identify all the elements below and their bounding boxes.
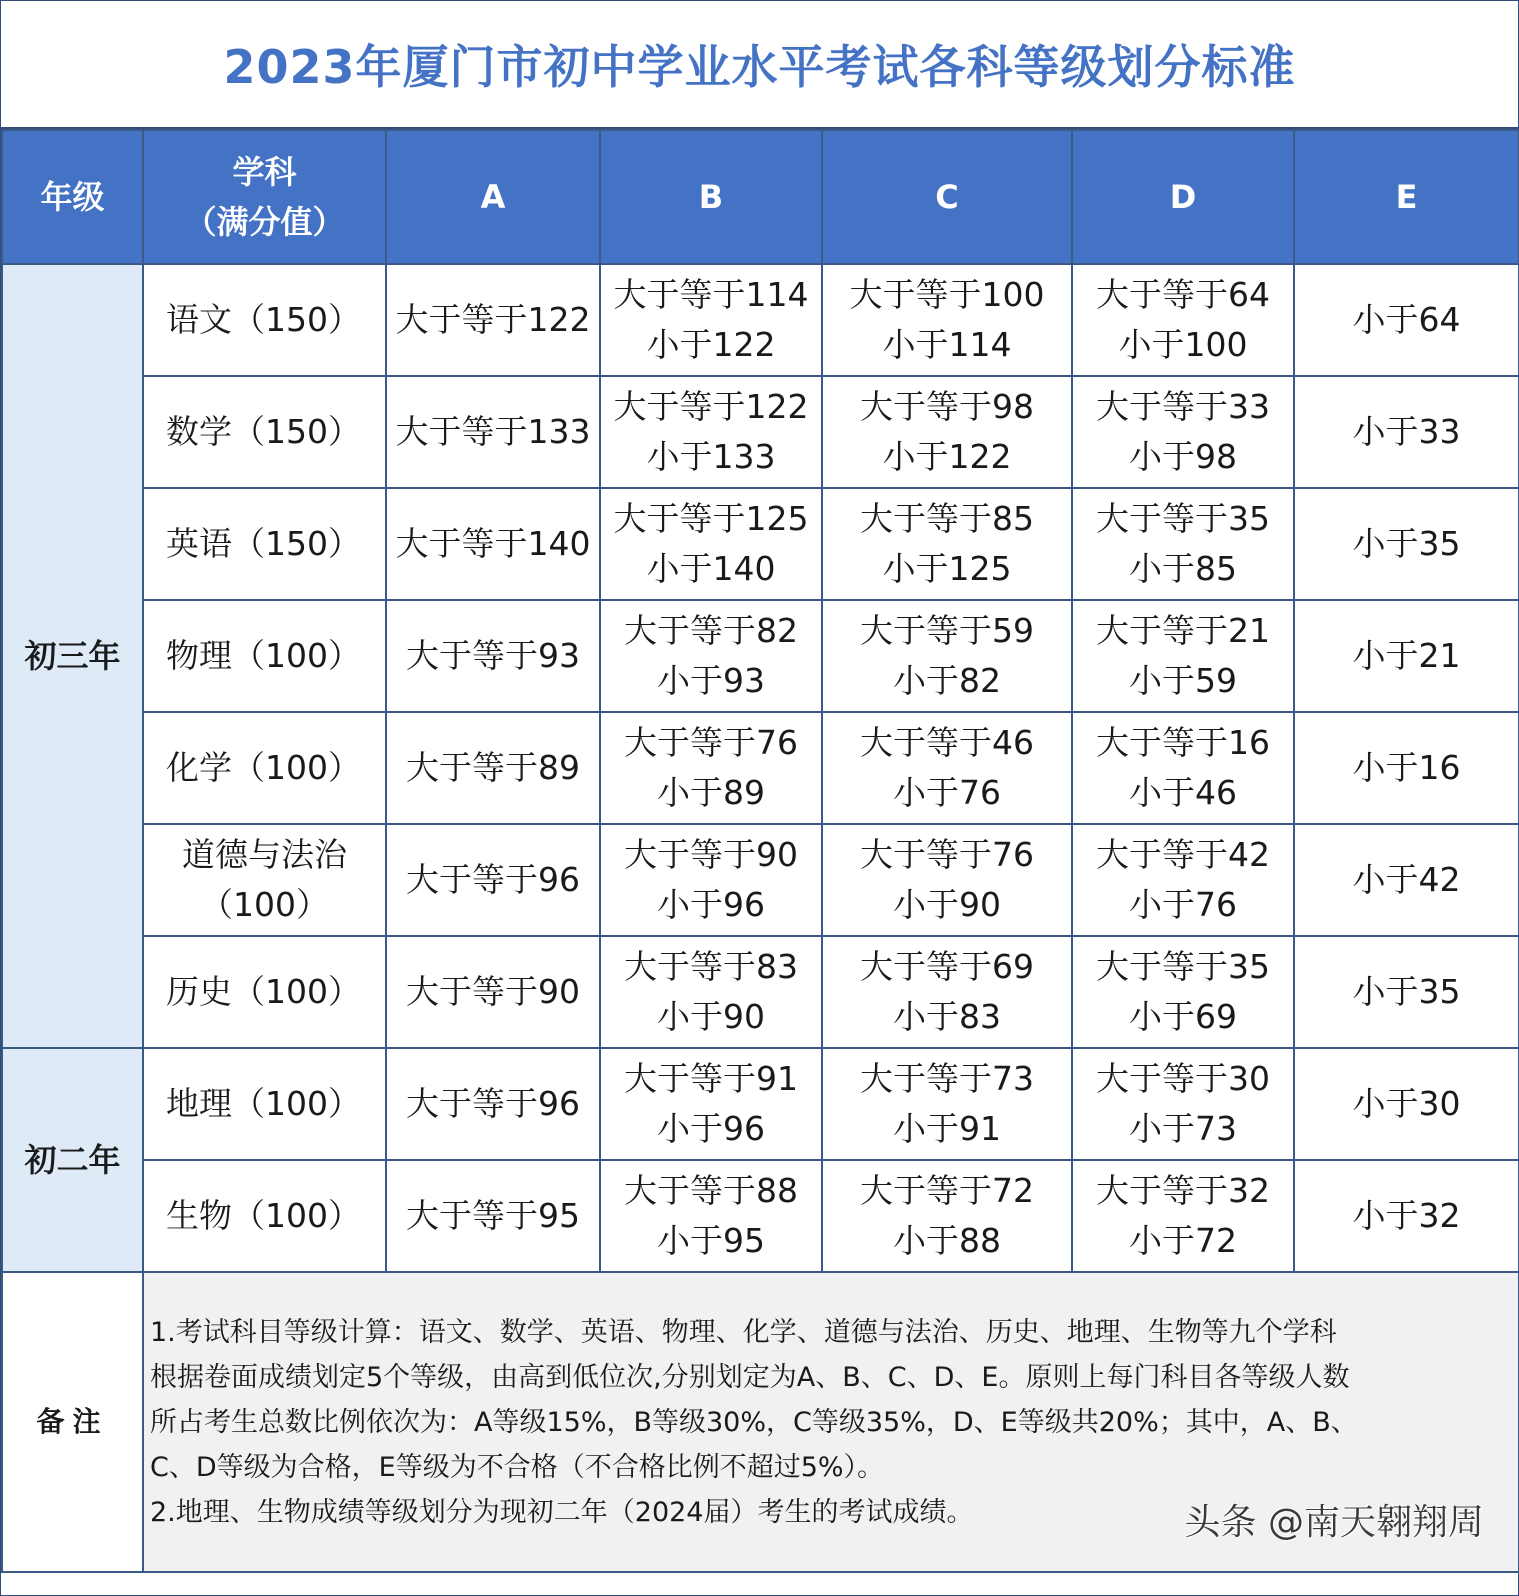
level-d-cell bbox=[1072, 712, 1294, 824]
level-d-min: 大于等于42 bbox=[1096, 835, 1270, 874]
subject-cell bbox=[143, 824, 386, 936]
level-d-cell bbox=[1072, 264, 1294, 376]
level-b-min: 大于等于125 bbox=[613, 499, 809, 538]
note-line: 2.地理、生物成绩等级划分为现初二年（2024届）考生的考试成绩。 bbox=[150, 1496, 974, 1528]
level-e-cell: 小于16 bbox=[1294, 712, 1519, 824]
level-c-max: 小于83 bbox=[893, 997, 1001, 1036]
level-b-cell bbox=[600, 600, 822, 712]
level-c-cell bbox=[822, 936, 1072, 1048]
level-b-max: 小于95 bbox=[657, 1221, 765, 1260]
header-level-d: D bbox=[1072, 130, 1294, 264]
level-d-cell bbox=[1072, 600, 1294, 712]
level-c-cell bbox=[822, 824, 1072, 936]
level-d-max: 小于76 bbox=[1129, 885, 1237, 924]
subject-cell: 语文（150） bbox=[143, 264, 386, 376]
level-a-cell: 大于等于96 bbox=[386, 1048, 600, 1160]
level-b-min: 大于等于76 bbox=[624, 723, 798, 762]
level-b-max: 小于122 bbox=[646, 325, 776, 364]
level-b-max: 小于96 bbox=[657, 885, 765, 924]
level-b-min: 大于等于91 bbox=[624, 1059, 798, 1098]
level-d-max: 小于46 bbox=[1129, 773, 1237, 812]
level-b-max: 小于133 bbox=[646, 437, 776, 476]
level-a-cell: 大于等于95 bbox=[386, 1160, 600, 1272]
header-subject-line1: 学科 bbox=[232, 153, 297, 191]
level-b-min: 大于等于83 bbox=[624, 947, 798, 986]
level-e-cell: 小于21 bbox=[1294, 600, 1519, 712]
level-b-max: 小于140 bbox=[646, 549, 776, 588]
level-a-cell: 大于等于93 bbox=[386, 600, 600, 712]
level-d-max: 小于100 bbox=[1118, 325, 1248, 364]
level-d-max: 小于59 bbox=[1129, 661, 1237, 700]
level-c-max: 小于88 bbox=[893, 1221, 1001, 1260]
level-d-max: 小于72 bbox=[1129, 1221, 1237, 1260]
page-title: 2023年厦门市初中学业水平考试各科等级划分标准 bbox=[1, 1, 1518, 129]
level-e-cell: 小于32 bbox=[1294, 1160, 1519, 1272]
level-c-cell bbox=[822, 488, 1072, 600]
level-a-cell: 大于等于89 bbox=[386, 712, 600, 824]
level-c-min: 大于等于98 bbox=[860, 387, 1034, 426]
header-level-e: E bbox=[1294, 130, 1519, 264]
level-b-max: 小于89 bbox=[657, 773, 765, 812]
header-grade: 年级 bbox=[2, 130, 143, 264]
level-d-max: 小于98 bbox=[1129, 437, 1237, 476]
grade-label-grade9: 初三年 bbox=[2, 264, 143, 1048]
table-row bbox=[2, 264, 1519, 376]
level-c-min: 大于等于72 bbox=[860, 1171, 1034, 1210]
level-d-max: 小于73 bbox=[1129, 1109, 1237, 1148]
level-e-cell: 小于30 bbox=[1294, 1048, 1519, 1160]
level-b-cell bbox=[600, 936, 822, 1048]
level-c-min: 大于等于69 bbox=[860, 947, 1034, 986]
level-d-max: 小于85 bbox=[1129, 549, 1237, 588]
note-line: 根据卷面成绩划定5个等级，由高到低位次,分别划定为A、B、C、D、E。原则上每门科目各等级人数 bbox=[150, 1361, 1350, 1393]
note-line: C、D等级为合格，E等级为不合格（不合格比例不超过5%）。 bbox=[150, 1451, 885, 1483]
table-row bbox=[2, 376, 1519, 488]
level-c-cell bbox=[822, 1048, 1072, 1160]
level-c-max: 小于91 bbox=[893, 1109, 1001, 1148]
header-subject-line2: （满分值） bbox=[184, 203, 345, 241]
level-c-max: 小于76 bbox=[893, 773, 1001, 812]
level-c-max: 小于122 bbox=[882, 437, 1012, 476]
table-row bbox=[2, 712, 1519, 824]
table-row bbox=[2, 1048, 1519, 1160]
level-c-cell bbox=[822, 1160, 1072, 1272]
watermark: 头条 @南天翱翔周 bbox=[1184, 1502, 1484, 1543]
level-b-max: 小于93 bbox=[657, 661, 765, 700]
header-level-b: B bbox=[600, 130, 822, 264]
level-b-cell bbox=[600, 488, 822, 600]
level-d-cell bbox=[1072, 824, 1294, 936]
level-d-min: 大于等于35 bbox=[1096, 947, 1270, 986]
grading-table bbox=[1, 129, 1519, 1573]
level-c-max: 小于125 bbox=[882, 549, 1012, 588]
level-b-cell bbox=[600, 1160, 822, 1272]
subject-cell: 历史（100） bbox=[143, 936, 386, 1048]
subject-name: 道德与法治 bbox=[182, 835, 347, 874]
level-c-min: 大于等于85 bbox=[860, 499, 1034, 538]
level-c-cell bbox=[822, 600, 1072, 712]
level-c-min: 大于等于59 bbox=[860, 611, 1034, 650]
level-c-cell bbox=[822, 376, 1072, 488]
level-d-cell bbox=[1072, 376, 1294, 488]
level-a-cell: 大于等于90 bbox=[386, 936, 600, 1048]
level-b-cell bbox=[600, 1048, 822, 1160]
level-c-min: 大于等于73 bbox=[860, 1059, 1034, 1098]
level-d-min: 大于等于30 bbox=[1096, 1059, 1270, 1098]
level-d-min: 大于等于16 bbox=[1096, 723, 1270, 762]
header-level-a: A bbox=[386, 130, 600, 264]
subject-cell: 物理（100） bbox=[143, 600, 386, 712]
level-b-cell bbox=[600, 712, 822, 824]
table-row bbox=[2, 936, 1519, 1048]
subject-cell: 数学（150） bbox=[143, 376, 386, 488]
level-d-min: 大于等于32 bbox=[1096, 1171, 1270, 1210]
table-row bbox=[2, 600, 1519, 712]
level-d-min: 大于等于33 bbox=[1096, 387, 1270, 426]
level-d-cell bbox=[1072, 488, 1294, 600]
level-c-min: 大于等于100 bbox=[849, 275, 1045, 314]
table-row bbox=[2, 488, 1519, 600]
level-d-min: 大于等于64 bbox=[1096, 275, 1270, 314]
level-c-max: 小于90 bbox=[893, 885, 1001, 924]
subject-cell: 英语（150） bbox=[143, 488, 386, 600]
level-b-max: 小于96 bbox=[657, 1109, 765, 1148]
note-line: 所占考生总数比例依次为：A等级15%，B等级30%，C等级35%，D、E等级共20%；其中，A、B、 bbox=[150, 1406, 1358, 1438]
table-row bbox=[2, 824, 1519, 936]
level-a-cell: 大于等于140 bbox=[386, 488, 600, 600]
header-subject bbox=[143, 130, 386, 264]
level-b-min: 大于等于122 bbox=[613, 387, 809, 426]
subject-cell: 生物（100） bbox=[143, 1160, 386, 1272]
level-d-min: 大于等于21 bbox=[1096, 611, 1270, 650]
grade-label-grade8: 初二年 bbox=[2, 1048, 143, 1272]
level-b-cell bbox=[600, 376, 822, 488]
level-d-cell bbox=[1072, 936, 1294, 1048]
notes-body bbox=[143, 1272, 1519, 1572]
level-e-cell: 小于64 bbox=[1294, 264, 1519, 376]
subject-full-score: （100） bbox=[200, 885, 329, 924]
notes-row bbox=[2, 1272, 1519, 1572]
header-row bbox=[2, 130, 1519, 264]
level-c-max: 小于114 bbox=[882, 325, 1012, 364]
level-c-cell bbox=[822, 712, 1072, 824]
level-c-cell bbox=[822, 264, 1072, 376]
level-b-cell bbox=[600, 824, 822, 936]
header-level-c: C bbox=[822, 130, 1072, 264]
level-c-max: 小于82 bbox=[893, 661, 1001, 700]
level-a-cell: 大于等于122 bbox=[386, 264, 600, 376]
level-d-min: 大于等于35 bbox=[1096, 499, 1270, 538]
level-e-cell: 小于35 bbox=[1294, 936, 1519, 1048]
level-b-min: 大于等于88 bbox=[624, 1171, 798, 1210]
level-b-min: 大于等于82 bbox=[624, 611, 798, 650]
level-d-cell bbox=[1072, 1160, 1294, 1272]
subject-cell: 化学（100） bbox=[143, 712, 386, 824]
level-e-cell: 小于42 bbox=[1294, 824, 1519, 936]
note-line: 1.考试科目等级计算：语文、数学、英语、物理、化学、道德与法治、历史、地理、生物等九个学科 bbox=[150, 1316, 1337, 1348]
level-e-cell: 小于35 bbox=[1294, 488, 1519, 600]
level-e-cell: 小于33 bbox=[1294, 376, 1519, 488]
level-c-min: 大于等于46 bbox=[860, 723, 1034, 762]
level-a-cell: 大于等于96 bbox=[386, 824, 600, 936]
level-d-max: 小于69 bbox=[1129, 997, 1237, 1036]
notes-label: 备注 bbox=[2, 1272, 143, 1572]
level-b-min: 大于等于90 bbox=[624, 835, 798, 874]
level-b-cell bbox=[600, 264, 822, 376]
level-b-max: 小于90 bbox=[657, 997, 765, 1036]
level-a-cell: 大于等于133 bbox=[386, 376, 600, 488]
level-b-min: 大于等于114 bbox=[613, 275, 809, 314]
level-d-cell bbox=[1072, 1048, 1294, 1160]
subject-cell: 地理（100） bbox=[143, 1048, 386, 1160]
table-row bbox=[2, 1160, 1519, 1272]
level-c-min: 大于等于76 bbox=[860, 835, 1034, 874]
